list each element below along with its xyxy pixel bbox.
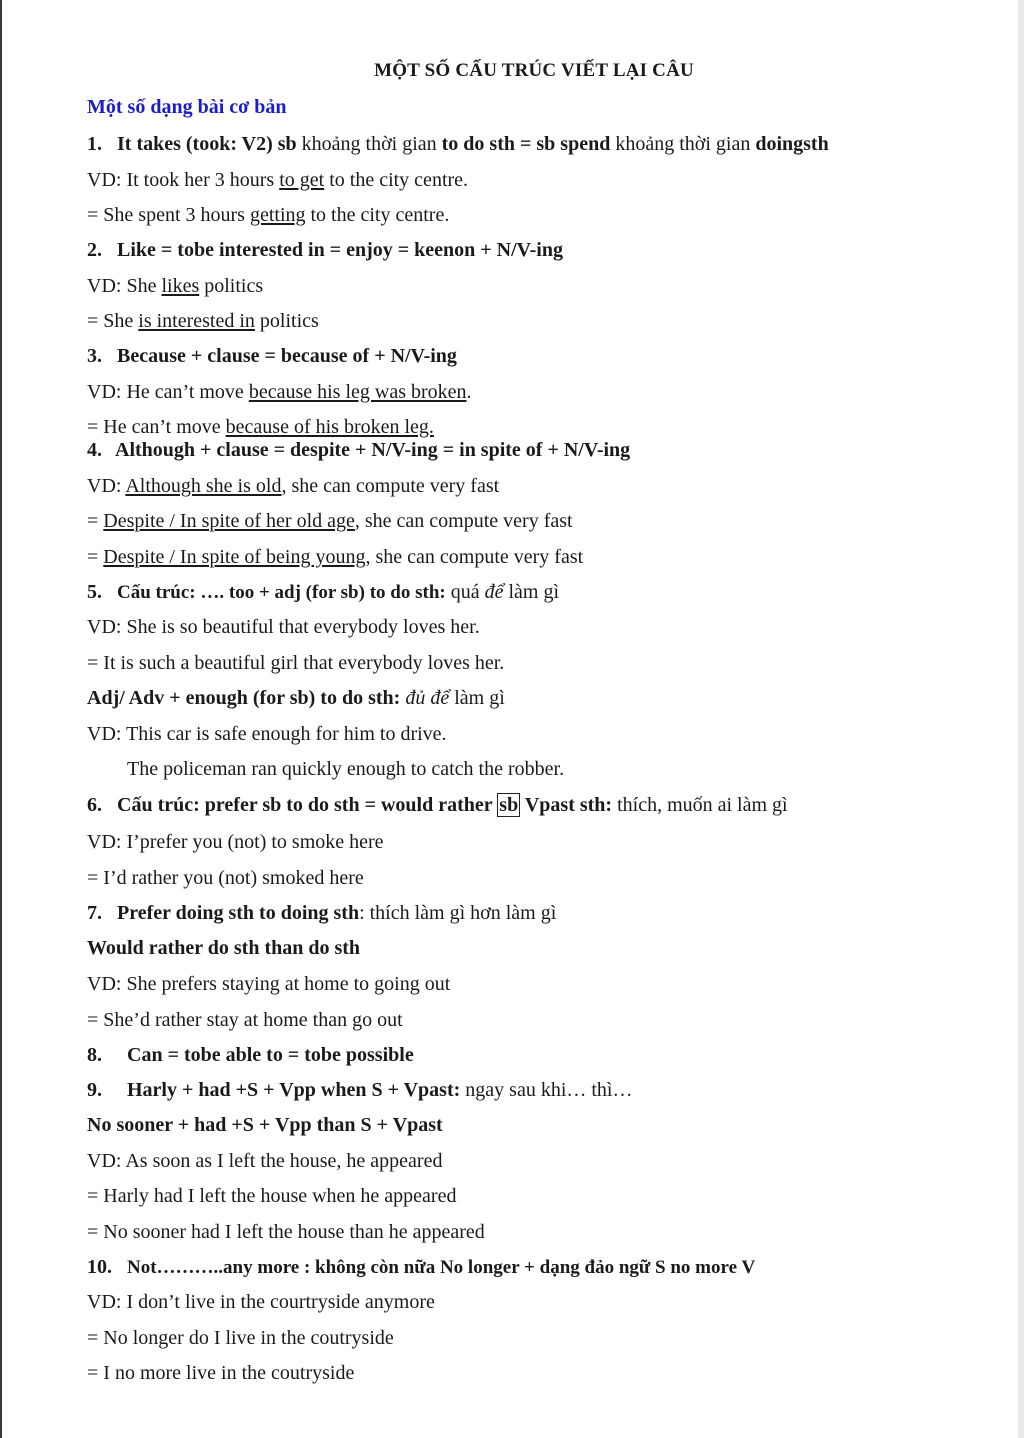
- rule-1-example-2: = She spent 3 hours getting to the city centre.: [87, 204, 450, 226]
- rule-1-heading: [87, 132, 829, 156]
- rule-1-part-e: doingsth: [755, 133, 829, 155]
- rule-1-part-c: to do sth = sb spend: [441, 133, 611, 155]
- rule-10-example-3: = I no more live in the coutryside: [87, 1362, 355, 1384]
- rule-2-heading: 2. Like = tobe interested in = enjoy = keenon + N/V-ing: [87, 239, 563, 261]
- rule-5-example-4: The policeman ran quickly enough to catch the robber.: [127, 758, 565, 780]
- rule-8-heading: 8. Can = tobe able to = tobe possible: [87, 1044, 414, 1066]
- rule-4-example-2: = Despite / In spite of her old age, she can compute very fast: [87, 510, 573, 532]
- rule-10-example-1: VD: I don’t live in the courtryside anymore: [87, 1291, 435, 1313]
- rule-7-heading: 7. Prefer doing sth to doing sth: thích làm gì hơn làm gì: [87, 902, 557, 924]
- rule-6-example-1: VD: I’prefer you (not) to smoke here: [87, 831, 384, 853]
- rule-10-example-2: = No longer do I live in the coutryside: [87, 1327, 394, 1349]
- rule-1-number: 1.: [87, 133, 102, 155]
- rule-3-example-1: VD: He can’t move because his leg was broken.: [87, 381, 472, 403]
- rule-10-heading: 10. Not………..any more : không còn nữa No longer + dạng đảo ngữ S no more V: [87, 1256, 756, 1278]
- rule-7-heading-2: Would rather do sth than do sth: [87, 937, 361, 959]
- rule-6-heading: 6. Cấu trúc: prefer sb to do sth = would rather sb Vpast sth: thích, muốn ai làm gì: [87, 794, 788, 816]
- rule-9-example-2: = Harly had I left the house when he appeared: [87, 1185, 457, 1207]
- rule-6-example-2: = I’d rather you (not) smoked here: [87, 867, 364, 889]
- rule-1-part-b: khoảng thời gian: [296, 133, 442, 155]
- section-heading: Một số dạng bài cơ bản: [87, 96, 287, 118]
- rule-2-example-1: VD: She likes politics: [87, 275, 264, 297]
- rule-9-example-1: VD: As soon as I left the house, he appeared: [87, 1150, 443, 1172]
- rule-3-heading: 3. Because + clause = because of + N/V-ing: [87, 345, 457, 367]
- rule-9-example-3: = No sooner had I left the house than he appeared: [87, 1221, 485, 1243]
- rule-4-heading: 4. Although + clause = despite + N/V-ing = in spite of + N/V-ing: [87, 439, 631, 461]
- rule-5-example-3: VD: This car is safe enough for him to drive.: [87, 723, 447, 745]
- page-border-right: [1018, 0, 1024, 1438]
- rule-5-heading: 5. Cấu trúc: …. too + adj (for sb) to do sth: quá để làm gì: [87, 581, 560, 603]
- rule-1-part-a: It takes (took: V2) sb: [117, 133, 297, 155]
- rule-9-heading: 9. Harly + had +S + Vpp when S + Vpast: ngay sau khi… thì…: [87, 1079, 633, 1101]
- rule-5-example-1: VD: She is so beautiful that everybody loves her.: [87, 616, 480, 638]
- page-title: MỘT SỐ CẤU TRÚC VIẾT LẠI CÂU: [374, 60, 694, 81]
- rule-4-example-1: VD: Although she is old, she can compute very fast: [87, 475, 500, 497]
- rule-5-heading-2: Adj/ Adv + enough (for sb) to do sth: đủ để làm gì: [87, 687, 505, 709]
- rule-2-example-2: = She is interested in politics: [87, 310, 319, 332]
- boxed-sb: sb: [499, 794, 519, 816]
- rule-9-heading-2: No sooner + had +S + Vpp than S + Vpast: [87, 1114, 443, 1136]
- rule-1-example-1: VD: It took her 3 hours to get to the city centre.: [87, 169, 469, 191]
- page-border-left: [0, 0, 2, 1438]
- rule-3-example-2: = He can’t move because of his broken leg.: [87, 416, 434, 438]
- rule-7-example-2: = She’d rather stay at home than go out: [87, 1009, 403, 1031]
- rule-5-example-2: = It is such a beautiful girl that everybody loves her.: [87, 652, 505, 674]
- rule-4-example-3: = Despite / In spite of being young, she can compute very fast: [87, 546, 584, 568]
- rule-1-part-d: khoảng thời gian: [610, 133, 756, 155]
- rule-7-example-1: VD: She prefers staying at home to going out: [87, 973, 451, 995]
